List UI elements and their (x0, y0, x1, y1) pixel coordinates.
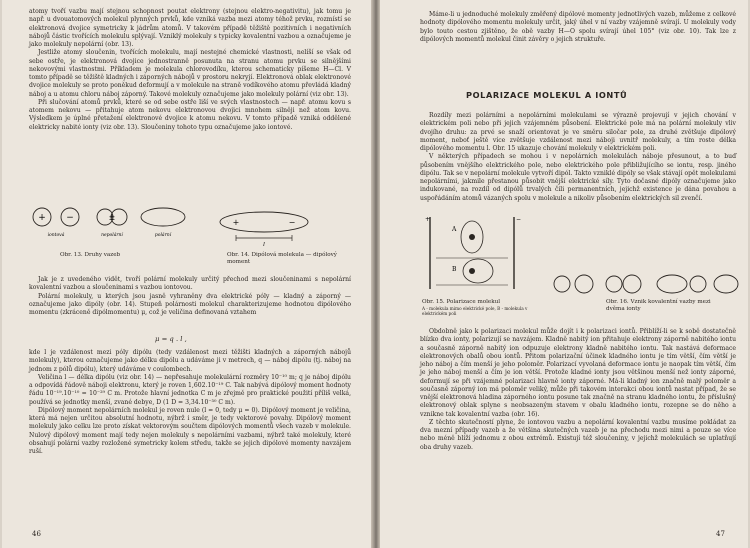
paragraph: Jestliže atomy sloučenin, tvořících molekulu, mají nestejné chemické vlastnosti, nelíší se však od sebe ostře, je elektronová dvojice jednostranně posunuta na stranu atomu prvku se silnějšími nekovovými vlastnostmi. Příkladem je molekula chlorovodíku, kterou schematicky píšeme H—Cl. V tomto případě se těžiště kladných i záporných nábojů v prostoru nekryjí. Elektronová oblak elektronové dvojice molekuly se proto poněkud deformují a v molekule na straně vodíkového atomu převládá kladný náboj a u atomu chloru náboj záporný. Takové molekuly označujeme jako molekuly polární (viz obr. 13). (29, 49, 351, 98)
label-polar: polární (154, 233, 172, 238)
plate-minus-sign: − (516, 216, 522, 223)
nucleus-b (469, 268, 475, 274)
paragraph: atomy tvoří vazbu mají stejnou schopnost poutat elektrony (stejnou elektro-negativitu), jak tomu je např. u dvouatomových molekul plynných prvků, kde vzniká vazba mezi atomy téhož prvku, rozmístí se elektronová dvojice symetricky k jádrům atomů. V takovém případě těžiště pozitivních i negativních nábojů částic tvořících molekulu splývají. Vzniklý molekuly s typicky kovalentní vazbou a označujeme je jako molekuly nepolární (obr. 13). (29, 8, 351, 48)
left-text-block-3 (29, 349, 351, 456)
paragraph: Z těchto skutečností plyne, že iontovou vazbu a nepolární kovalentní vazbu musíme pokládat za dva mezní případy vazeb a že většina skutečných vazeb je na přechodu mezi nimi a pouze se více nebo méně blíží jednomu z obou extrémů. Existují též sloučeniny, v jejichž molekulách se uplatňují oba druhy vazeb. (420, 418, 736, 451)
ion-4 (714, 275, 738, 293)
label-nonpolar: nepolární (101, 233, 123, 238)
book-gutter (371, 0, 380, 548)
paragraph: Při slučování atomů prvků, které se od sebe ostře liší ve svých vlastnostech — např. atomu kovu s atomem nekovu — přitahuje atom nekovu elektronovou dvojici mnohem silněji než atom kovu. Výsledkem je úplné přetažení elektronové dvojice k atomu nekovu. V tomto případě vzniká oddělené elektricky nabité ionty (viz obr. 13). Sloučeniny tohoto typu označujeme jako iontové. (29, 98, 351, 131)
figure-14-dipole (214, 208, 314, 248)
ion-3a (657, 275, 687, 293)
paragraph: kde l je vzdálenost mezi póly dipólu (tedy vzdálenost mezi těžišti kladných a záporných nábojů molekuly), kterou označujeme jako délku dipólu a udáváme ji v metrech, q — náboj dipólu (tj. náboj na jednom z pólů dipólu), který udáváme v coulombech. (29, 349, 351, 373)
plus-pole: + (232, 218, 240, 227)
right-page (380, 0, 748, 548)
minus-pole: − (288, 218, 296, 227)
paragraph: V některých případech se mohou i v nepolárních molekulách náboje přesunout, a to buď působením vnějšího elektrického pole, nebo elektrického pole přibližujícího se iontu, resp. jiného dipólu. Tak se v nepolární molekule vytvoří dipól. Takto vzniklé dipóly se však stávají opět molekulami nepolárními, jakmile přestanou působit vnější elektrické síly. Tyto dočasné dipóly označujeme jako indukované, na rozdíl od dipólů trvalých čili permanentních, jejichž existence je dána povahou a uspořádáním atomů vázaných spolu v molekule a nikoliv působením elektrických sil zvenčí. (420, 153, 736, 202)
dipole-length-label: l (263, 242, 265, 248)
ion-1b (575, 275, 593, 293)
molecule-b (463, 259, 493, 283)
right-text-block-2 (420, 328, 736, 452)
figure-15-subcaption: A - molekula mimo elektrické pole, B - molekula v elektrickém poli (422, 306, 528, 316)
ion-2b (623, 275, 641, 293)
figure-15-title: Obr. 15. Polarizace molekul (422, 299, 501, 305)
left-page (2, 0, 371, 548)
figure-13-bond-types (30, 204, 190, 244)
plus-minus-sign: ± (108, 213, 116, 222)
label-ionic: iontová (47, 233, 65, 238)
right-text-block-1 (420, 112, 736, 203)
figure-16-caption: Obr. 16. Vznik kovalentní vazby mezi dvěma ionty (606, 299, 711, 312)
paragraph: Máme-li u jednoduché molekuly změřený dipólové momenty jednotlivých vazeb, můžeme z celkové hodnoty dipólového momentu molekuly určit, jaký úhel v ní vazby vzájemně svírají. U molekuly vody bylo touto cestou zjištěno, že obě vazby H—O spolu svírají úhel 105° (viz obr. 10). Tak lze z dipólových momentů molekul činit závěry o jejich struktuře. (420, 11, 736, 43)
left-text-block-1 (29, 8, 351, 132)
paragraph: Dipólový moment nepolárních molekul je roven nule (l = 0, tedy μ = 0). Dipólový moment je veličina, která má nejen určitou absolutní hodnotu, nýbrž i směr, je tedy vektorové povahy. Dipólový moment molekuly jako celku lze proto získat vektorovým součtem dipólových momentů všech vazeb v molekule. Nulový dipólový moment mají tedy nejen molekuly s nepolárními vazbami, nýbrž také molekuly, které obsahují polární vazby rozložené symetricky kolem středu, takže se jejich dipólové momenty navzájem ruší. (29, 406, 351, 455)
page-number-right: 47 (716, 530, 725, 538)
figure-13-caption: Obr. 13. Druhy vazeb (60, 252, 121, 258)
ion-1a (554, 276, 570, 292)
figure-15-polarization (422, 213, 522, 295)
polar-molecule (141, 208, 185, 226)
nucleus-a (469, 234, 475, 240)
plate-plus-sign: + (425, 216, 431, 223)
page-number-left: 46 (32, 530, 41, 538)
plus-sign: + (38, 213, 46, 223)
paragraph: Polární molekuly, u kterých jsou jasně vyhraněny dva elektrické póly — kladný a záporný — označujeme jako dipóly (obr. 14). Stupeň polárnosti molekul charakterizujeme hodnotou dipólového momentu (zkráceně dipólmomentu) μ, což je veličina definovaná vztahem (29, 292, 351, 316)
label-b: B (452, 266, 457, 273)
minus-sign: − (66, 213, 74, 223)
paragraph: Rozdíly mezi polárními a nepolárními molekulami se výrazně projevují v jejich chování v elektrickém poli nebo při jejich vzájemném působení. Elektrické pole má na polární molekuly vliv dvojího druhu: za prvé se snaží orientovat je ve směru siločar pole, za druhé zvětšuje dipólový moment, neboť ještě více zvětšuje vzdálenost mezi náboji uvnitř molekuly, a tím roste délka dipólového momentu l. Obr. 15 ukazuje chování molekuly v elektrickém poli. (420, 112, 736, 152)
figure-14-caption: Obr. 14. Dipólová molekula — dipólový moment (227, 252, 337, 265)
paragraph: Veličina l — délka dipólu (viz obr. 14) — nepřesahuje molekulární rozměry 10⁻¹⁰ m; q je náboj dipólu a odpovídá řádově náboji elektronu, který je roven 1,602.10⁻¹⁹ C. Tak nabývá dipólový moment hodnoty řádu 10⁻¹⁹.10⁻¹⁰ = 10⁻²⁹ C m. Protože hlavní jednotka C m je zřejmě pro praktické použití příliš velká, používá se jednotky menší, zvané debye, D (1 D = 3,34.10⁻³⁰ C m). (29, 373, 351, 406)
left-text-block-2 (29, 276, 351, 317)
paragraph: Jak je z uvedeného vidět, tvoří polární molekuly určitý přechod mezi sloučeninami s nepolární kovalentní vazbou a sloučeninami s vazbou iontovou. (29, 276, 351, 292)
right-intro (420, 11, 736, 44)
dipole-formula: μ = q . l , (155, 335, 187, 343)
figure-15-caption (422, 299, 532, 316)
ion-3b (690, 276, 706, 292)
ion-2a (606, 276, 622, 292)
paragraph: Obdobně jako k polarizaci molekul může dojít i k polarizaci iontů. Přiblíží-li se k sobě dostatečně blízko dva ionty, polarizují se navzájem. Kladně nabitý ion přitahuje elektrony záporně nabitého iontu a současně záporně nabitý ion odpuzuje elektrony kladně nabitého iontu. Tak nastává deformace elektronových obalů obou iontů. Přitom polarizační účinek kladného iontu je tím větší, čím větší je jeho náboj a čím menší je jeho poloměr. Polarizací vyvolaná deformace iontu je naopak tím větší, čím je jeho náboj menší a čím je ion větší. Protože kladné ionty jsou většinou menší než ionty záporné, deformují se při vzájemné polarizaci hlavně ionty záporné. Má-li kladný ion značně malý poloměr a současně záporný ion má poloměr veliký, může při takovém interakci obou iontů nastat případ, že se vnější elektronová hladina záporného iontu posune tak značně na stranu kladného iontu, že příslušný elektronový oblak splyne s neobsazeným stavem v obalu kladného iontu, rozepne se do něho a vznikne tak kovalentní vazba (obr. 16). (420, 328, 736, 418)
figure-16-covalent-bond (550, 272, 740, 296)
section-heading: POLARIZACE MOLEKUL A IONTŮ (466, 90, 628, 100)
label-a: A (452, 226, 457, 233)
